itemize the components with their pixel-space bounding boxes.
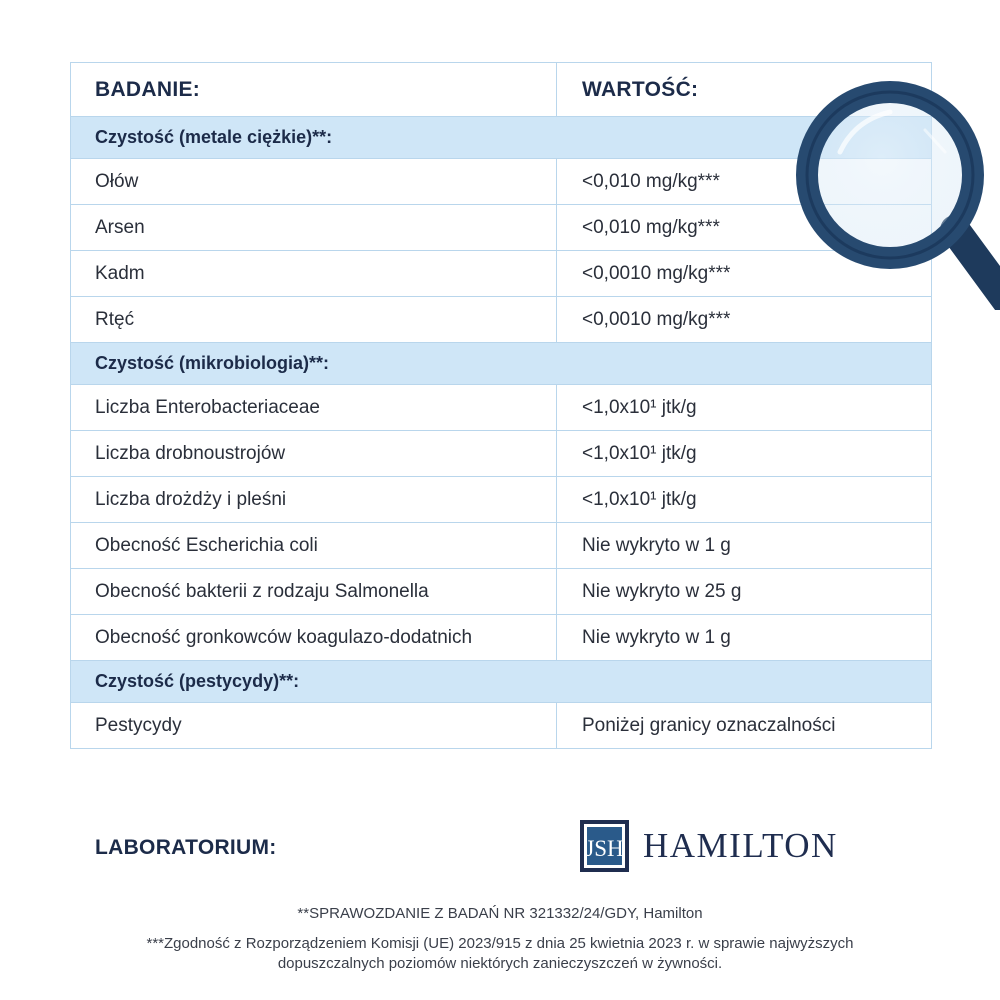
section-title: Czystość (metale ciężkie)**:	[95, 127, 333, 147]
test-value: Nie wykryto w 25 g	[582, 580, 742, 602]
test-name: Obecność gronkowców koagulazo-dodatnich	[71, 615, 557, 660]
table-row	[71, 568, 931, 614]
footnote-regulation: ***Zgodność z Rozporządzeniem Komisji (UE) 2023/915 z dnia 25 kwietnia 2023 r. w sprawie najwyższych dopuszczalnych poziomów niektórych zanieczyszczeń w żywności.	[146, 935, 854, 972]
test-value: <1,0x10¹ jtk/g	[582, 442, 697, 464]
svg-text:JSH: JSH	[585, 836, 624, 861]
section-title: Czystość (mikrobiologia)**:	[95, 353, 330, 373]
table-row	[71, 522, 931, 568]
section-pesticides	[71, 660, 931, 702]
test-value: <0,0010 mg/kg***	[582, 262, 731, 284]
header-wartosc: WARTOŚĆ:	[582, 77, 699, 101]
footnote-report: **SPRAWOZDANIE Z BADAŃ NR 321332/24/GDY, Hamilton	[297, 905, 703, 922]
hamilton-logo	[580, 820, 838, 872]
laboratory-label: LABORATORIUM:	[95, 836, 277, 859]
header-badanie: BADANIE:	[71, 63, 557, 116]
table-row	[71, 614, 931, 660]
test-name: Rtęć	[71, 297, 557, 342]
test-name: Liczba drożdży i pleśni	[71, 477, 557, 522]
hamilton-logo-text: HAMILTON	[643, 826, 838, 865]
test-name: Obecność Escherichia coli	[71, 523, 557, 568]
hamilton-logo-mark	[580, 820, 629, 872]
test-name: Arsen	[71, 205, 557, 250]
test-name: Pestycydy	[71, 703, 557, 748]
test-name: Obecność bakterii z rodzaju Salmonella	[71, 569, 557, 614]
test-value: Nie wykryto w 1 g	[582, 534, 731, 556]
test-value: Poniżej granicy oznaczalności	[582, 714, 836, 736]
test-name: Liczba drobnoustrojów	[71, 431, 557, 476]
test-value: Nie wykryto w 1 g	[582, 626, 731, 648]
magnifier-icon	[795, 80, 1000, 310]
test-value: <0,010 mg/kg***	[582, 216, 720, 238]
table-row	[71, 384, 931, 430]
table-row	[71, 702, 931, 748]
test-name: Liczba Enterobacteriaceae	[71, 385, 557, 430]
test-value: <1,0x10¹ jtk/g	[582, 488, 697, 510]
table-row	[71, 476, 931, 522]
test-value: <1,0x10¹ jtk/g	[582, 396, 697, 418]
test-name: Kadm	[71, 251, 557, 296]
section-title: Czystość (pestycydy)**:	[95, 671, 300, 691]
test-value: <0,0010 mg/kg***	[582, 308, 731, 330]
test-value: <0,010 mg/kg***	[582, 170, 720, 192]
table-row	[71, 430, 931, 476]
section-microbiology	[71, 342, 931, 384]
test-name: Ołów	[71, 159, 557, 204]
